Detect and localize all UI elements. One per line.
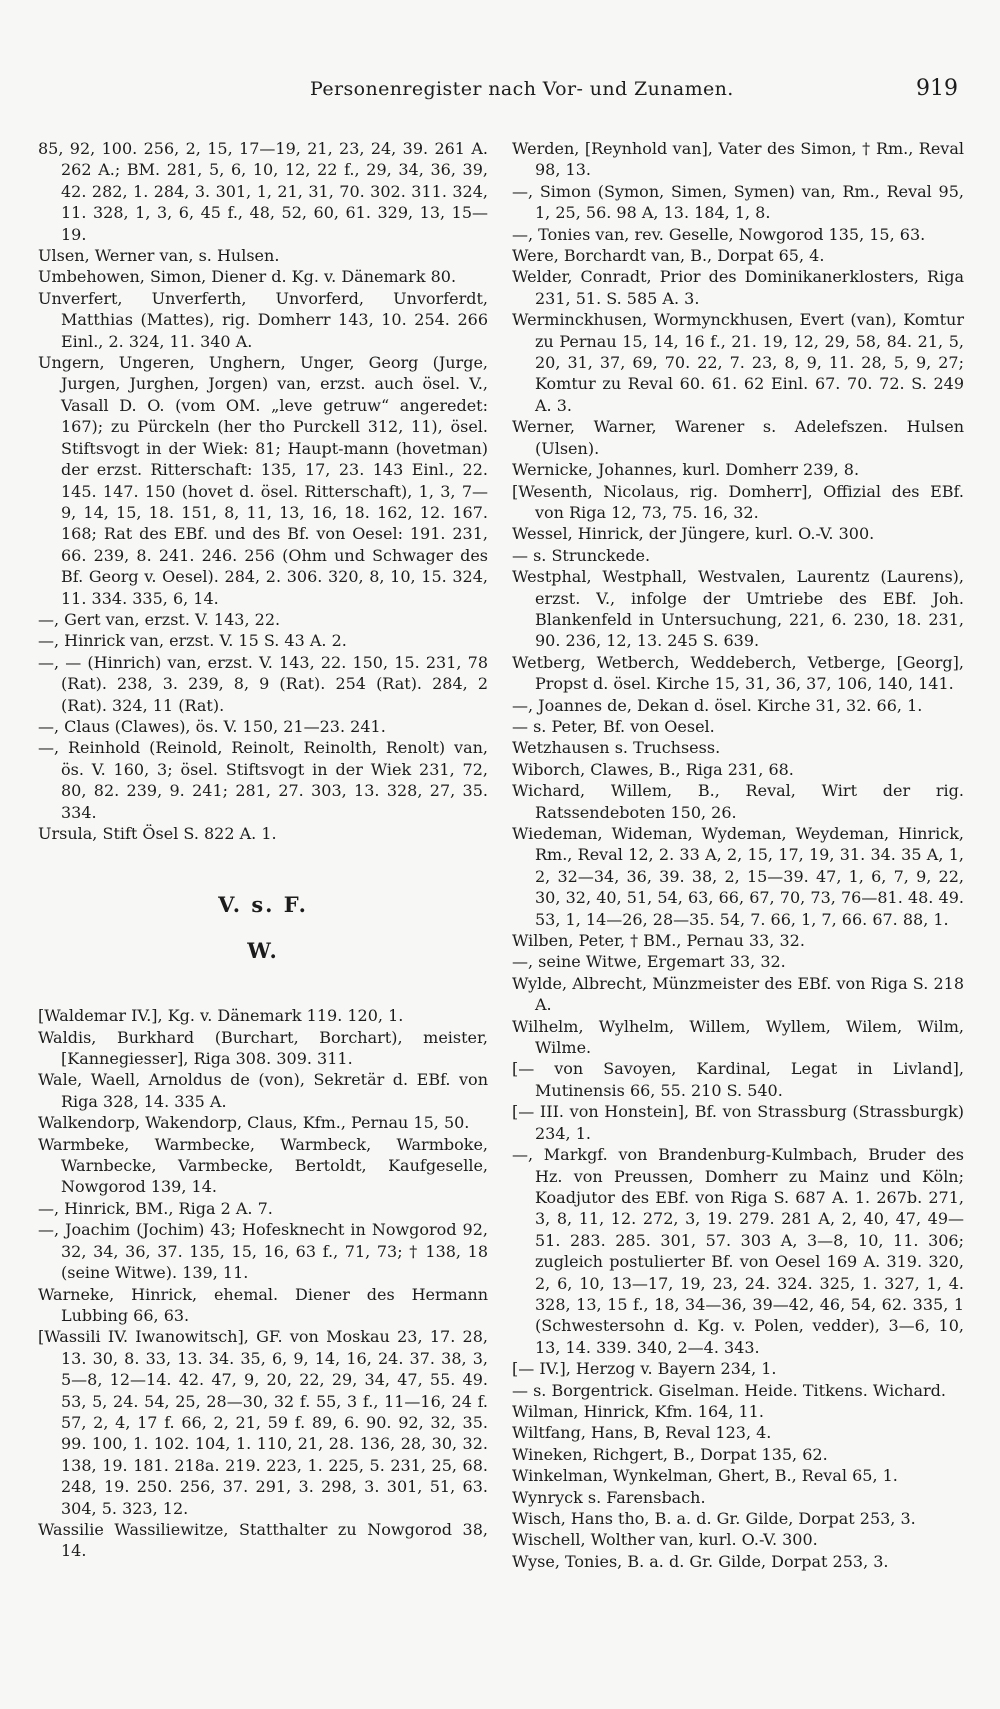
register-entry: Wessel, Hinrick, der Jüngere, kurl. O.-V. 300. — [512, 524, 875, 544]
register-entry: Werner, Warner, Warener s. Adelefszen. Hulsen (Ulsen). — [512, 417, 964, 458]
register-entry: Wyse, Tonies, B. a. d. Gr. Gilde, Dorpat 253, 3. — [512, 1551, 889, 1571]
register-entry: Warmbeke, Warmbecke, Warmbeck, Warmboke, Warnbecke, Varmbecke, Bertoldt, Kaufgeselle, Nowgorod 139, 14. — [38, 1134, 488, 1197]
register-entry: Werminckhusen, Wormynckhusen, Evert (van), Komtur zu Pernau 15, 14, 16 f., 21. 19, 12, 29, 58, 84. 21, 5, 20, 31, 37, 69, 70. 22, 7. 23, 8, 9, 11. 28, 5, 9, 27; Komtur zu Reval 60. 61. 62 Einl. 67. 70. 72. S. 249 A. 3. — [512, 310, 964, 415]
register-entry: Ursula, Stift Ösel S. 822 A. 1. — [38, 824, 277, 843]
left-entries-lower — [38, 1005, 488, 1562]
register-entry: Waldis, Burkhard (Burchart, Borchart), meister, [Kannegiesser], Riga 308. 309. 311. — [38, 1027, 488, 1069]
register-entry: [— von Savoyen, Kardinal, Legat in Livland], Mutinensis 66, 55. 210 S. 540. — [512, 1059, 964, 1100]
register-entry: Wilben, Peter, † BM., Pernau 33, 32. — [512, 931, 805, 951]
register-entry: Umbehowen, Simon, Diener d. Kg. v. Dänemark 80. — [38, 267, 457, 287]
register-entry: [— III. von Honstein], Bf. von Strassburg (Strassburgk) 234, 1. — [512, 1102, 964, 1143]
register-entry: —, Simon (Symon, Simen, Symen) van, Rm., Reval 95, 1, 25, 56. 98 A, 13. 184, 1, 8. — [512, 181, 964, 223]
register-entry: —, Gert van, erzst. V. 143, 22. — [38, 609, 281, 629]
register-entry: —, Tonies van, rev. Geselle, Nowgorod 135, 15, 63. — [512, 224, 926, 244]
register-entry: —, Reinhold (Reinold, Reinolt, Reinolth, Renolt) van, ös. V. 160, 3; ösel. Stiftsvogt in der Wiek 231, 72, 80, 82. 239, 9. 241; 281, 27. 303, 13. 328, 27, 35. 334. — [38, 738, 488, 822]
page-number: 919 — [916, 76, 958, 101]
register-entry: [Waldemar IV.], Kg. v. Dänemark 119. 120, 1. — [38, 1006, 404, 1026]
register-entry: Wiedeman, Wideman, Wydeman, Weydeman, Hinrick, Rm., Reval 12, 2. 33 A, 2, 15, 17, 19, 31. 34. 35 A, 1, 2, 32—34, 36, 39. 38, 2, 15—39. 47, 1, 6, 7, 9, 22, 30, 32, 40, 51, 54, 63, 66, 67, 70, 73, 76—81. 48. 49. 53, 1, 14—26, 28—35. 54, 7. 66, 1, 7, 66. 67. 88, 1. — [512, 824, 964, 929]
register-entry: Wisch, Hans tho, B. a. d. Gr. Gilde, Dorpat 253, 3. — [512, 1509, 916, 1528]
register-entry: —, Joannes de, Dekan d. ösel. Kirche 31, 32. 66, 1. — [512, 695, 923, 715]
register-entry: Wilhelm, Wylhelm, Willem, Wyllem, Wilem, Wilm, Wilme. — [512, 1016, 964, 1058]
register-entry: Welder, Conradt, Prior des Dominikanerklosters, Riga 231, 51. S. 585 A. 3. — [512, 267, 964, 308]
register-entry: [— IV.], Herzog v. Bayern 234, 1. — [512, 1359, 777, 1379]
register-entry: —, Claus (Clawes), ös. V. 150, 21—23. 241. — [38, 716, 386, 736]
right-column — [512, 138, 964, 1572]
running-title: Personenregister nach Vor- und Zunamen. — [310, 78, 734, 100]
register-entry: Wylde, Albrecht, Münzmeister des EBf. von Riga S. 218 A. — [512, 973, 964, 1015]
register-entry: Wetzhausen s. Truchsess. — [512, 738, 721, 758]
register-entry: Wiborch, Clawes, B., Riga 231, 68. — [512, 759, 794, 779]
register-entry: Wichard, Willem, B., Reval, Wirt der rig. Ratssendeboten 150, 26. — [512, 781, 964, 822]
left-entries-upper — [38, 138, 488, 844]
register-entry: Ungern, Ungeren, Unghern, Unger, Georg (Jurge, Jurgen, Jurghen, Jorgen) van, erzst. auch ösel. V., Vasall D. O. (vom OM. „leve getruw“ angeredet: 167); zu Pürckeln (her tho Purckell 312, 11), ösel. Stiftsvogt in der Wiek: 81; Haupt-mann (hovetman) der erzst. Ritterschaft: 135, 17, 23. 143 Einl., 22. 145. 147. 150 (hovet d. ösel. Ritterschaft), 1, 3, 7—9, 14, 15, 18. 151, 8, 11, 13, 16, 18. 162, 12. 167. 168; Rat des EBf. und des Bf. von Oesel: 191. 231, 66. 239, 8. 241. 246. 256 (Ohm und Schwager des Bf. Georg v. Oesel). 284, 2. 306. 320, 8, 10, 15. 324, 11. 334. 335, 6, 14. — [38, 353, 488, 608]
register-entry: — s. Strunckede. — [512, 545, 651, 565]
register-entry: Walkendorp, Wakendorp, Claus, Kfm., Pernau 15, 50. — [38, 1113, 470, 1133]
register-entry: Were, Borchardt van, B., Dorpat 65, 4. — [512, 246, 825, 266]
register-entry: Warneke, Hinrick, ehemal. Diener des Hermann Lubbing 66, 63. — [38, 1284, 488, 1325]
register-entry: [Wassili IV. Iwanowitsch], GF. von Moskau 23, 17. 28, 13. 30, 8. 33, 13. 34. 35, 6, 9, 14, 16, 24. 37. 38, 3, 5—8, 12—14. 42. 47, 9, 20, 22, 29, 34, 47, 55. 49. 53, 5, 24. 54, 25, 28—30, 32 f. 55, 3 f., 11—16, 24 f. 57, 2, 4, 17 f. 66, 2, 21, 59 f. 89, 6. 90. 92, 32, 35. 99. 100, 1. 102. 104, 1. 110, 21, 28. 136, 28, 30, 32. 138, 19. 181. 218a. 219. 223, 1. 225, 5. 231, 25, 68. 248, 19. 250. 256, 37. 291, 3. 298, 3. 301, 51, 63. 304, 5. 323, 12. — [38, 1327, 488, 1518]
register-entry: [Wesenth, Nicolaus, rig. Domherr], Offizial des EBf. von Riga 12, 73, 75. 16, 32. — [512, 481, 964, 522]
register-entry: Wischell, Wolther van, kurl. O.-V. 300. — [512, 1530, 818, 1550]
register-entry: Wineken, Richgert, B., Dorpat 135, 62. — [512, 1444, 828, 1464]
register-entry: Unverfert, Unverferth, Unvorferd, Unvorferdt, Matthias (Mattes), rig. Domherr 143, 10. 254. 266 Einl., 2. 324, 11. 340 A. — [38, 288, 488, 351]
page-header — [0, 78, 1000, 112]
register-entry: Wale, Waell, Arnoldus de (von), Sekretär d. EBf. von Riga 328, 14. 335 A. — [38, 1070, 488, 1111]
register-entry: —, Hinrick van, erzst. V. 15 S. 43 A. 2. — [38, 631, 347, 651]
register-entry: Wassilie Wassiliewitze, Statthalter zu Nowgorod 38, 14. — [38, 1519, 488, 1561]
left-column — [38, 138, 488, 1562]
register-entry: —, Markgf. von Brandenburg-Kulmbach, Bruder des Hz. von Preussen, Domherr zu Mainz und Köln; Koadjutor des EBf. von Riga S. 687 A. 1. 267b. 271, 3, 8, 11, 12. 272, 3, 19. 279. 281 A, 2, 40, 47, 49—51. 283. 285. 301, 57. 303 A, 3—8, 10, 11. 306; zugleich postulierter Bf. von Oesel 169 A. 319. 320, 2, 6, 10, 13—17, 19, 23, 24. 324. 325, 1. 327, 1, 4. 328, 13, 15 f., 18, 34—36, 39—42, 46, 54, 62. 335, 1 (Schwestersohn d. Kg. v. Polen, vedder), 3—6, 10, 13, 14. 339. 340, 2—4. 343. — [512, 1145, 964, 1357]
section-heading-v: V. s. F. — [218, 892, 308, 918]
right-entries — [512, 138, 964, 1572]
register-entry: Werden, [Reynhold van], Vater des Simon, † Rm., Reval 98, 13. — [512, 139, 964, 180]
register-entry: —, seine Witwe, Ergemart 33, 32. — [512, 952, 786, 972]
register-entry: Wetberg, Wetberch, Weddeberch, Vetberge, [Georg], Propst d. ösel. Kirche 15, 31, 36, 37, 106, 140, 141. — [512, 652, 964, 694]
register-entry: —, Joachim (Jochim) 43; Hofesknecht in Nowgorod 92, 32, 34, 36, 37. 135, 15, 16, 63 f., 71, 73; † 138, 18 (seine Witwe). 139, 11. — [38, 1220, 488, 1283]
register-entry: Wynryck s. Farensbach. — [512, 1487, 706, 1507]
register-entry: Winkelman, Wynkelman, Ghert, B., Reval 65, 1. — [512, 1466, 898, 1486]
register-entry: Westphal, Westphall, Westvalen, Laurentz (Laurens), erzst. V., infolge der Umtriebe des EBf. Joh. Blankenfeld in Untersuchung, 221, 6. 230, 18. 231, 90. 236, 12, 13. 245 S. 639. — [512, 567, 964, 651]
register-entry: Wilman, Hinrick, Kfm. 164, 11. — [512, 1401, 764, 1421]
register-entry: —, — (Hinrich) van, erzst. V. 143, 22. 150, 15. 231, 78 (Rat). 238, 3. 239, 8, 9 (Rat). 254 (Rat). 284, 2 (Rat). 324, 11 (Rat). — [38, 652, 488, 715]
register-entry: Wernicke, Johannes, kurl. Domherr 239, 8. — [512, 460, 860, 480]
register-entry: — s. Borgentrick. Giselman. Heide. Titkens. Wichard. — [512, 1380, 946, 1400]
register-entry: 85, 92, 100. 256, 2, 15, 17—19, 21, 23, 24, 39. 261 A. 262 A.; BM. 281, 5, 6, 10, 12, 22 f., 29, 34, 36, 39, 42. 282, 1. 284, 3. 301, 1, 21, 31, 70. 302. 311. 324, 11. 328, 1, 3, 6, 45 f., 48, 52, 60, 61. 329, 13, 15—19. — [38, 139, 488, 244]
section-heading-w: W. — [247, 937, 279, 963]
register-entry: Wiltfang, Hans, B, Reval 123, 4. — [512, 1423, 772, 1443]
register-entry: —, Hinrick, BM., Riga 2 A. 7. — [38, 1198, 273, 1218]
register-entry: — s. Peter, Bf. von Oesel. — [512, 716, 715, 736]
register-entry: Ulsen, Werner van, s. Hulsen. — [38, 246, 280, 266]
